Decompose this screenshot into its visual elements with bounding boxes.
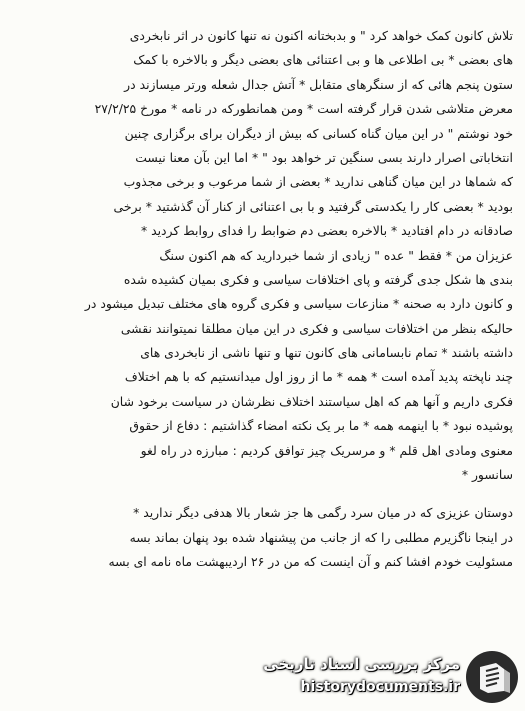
text-line: دوستان عزیزی که در میان سرد رگمی ها جز شعار بالا هدفی دیگر ندارید * <box>133 505 513 521</box>
text-line: سانسور * <box>461 467 513 483</box>
text-line: چند ناپخته پدید آمده است * همه * ما از روز اول میدانستیم که با هم اختلاف <box>124 369 513 385</box>
paragraph-gap <box>8 487 513 501</box>
text-line: عزیزان من * فقط " عده " زیادی از شما خبردارید که هم اکنون سنگ <box>159 247 513 263</box>
text-line: بودید * بعضی کار را یکدستی گرفتید و با بی اعتنائی از کنار آن گذشتید * برخی <box>113 198 513 214</box>
text-line: معرض متلاشی شدن قرار گرفته است * ومن همانطورکه در نامه * مورخ ۲۷/۲/۲۵ <box>94 101 513 117</box>
text-line: معنوی ومادی اهل قلم * و مرسریک چیز توافق کردیم : مبارزه در راه لغو <box>140 442 513 458</box>
text-line: مسئولیت خودم افشا کنم و آن اینست که من در ۲۶ اردیبهشت ماه نامه ای بسه <box>108 554 513 570</box>
text-line: و کانون دارد به صحنه * منازعات سیاسی و فکری گروه های مختلف تبدیل میشود در <box>84 296 513 312</box>
text-line: ستون پنجم هائی که از سنگرهای متقابل * آتش جدال شعله ورتر میسازند در <box>124 76 513 92</box>
archive-url: historydocuments.ir <box>300 679 460 695</box>
text-line: بندی ها شکل جدی گرفته و پای اختلافات سیاسی و فکری بمیان کشیده شده <box>123 271 513 287</box>
document-body <box>8 24 513 575</box>
archive-watermark <box>263 647 518 705</box>
text-line: تلاش کانون کمک خواهد کرد " و بدبختانه اکنون نه تنها کانون در اثر نابخردی <box>129 28 513 43</box>
text-line: خود نوشتم " در این میان گناه کسانی که بیش از دیگران برای برگزاری چنین <box>124 125 513 141</box>
archive-logo-icon <box>466 651 518 703</box>
text-line: پوشیده نبود * با اینهمه همه * ما بر یک نکته امضاء گذاشتیم : دفاع از حقوق <box>129 418 513 434</box>
text-line: های بعضی * بی اطلاعی ها و بی اعتنائی های بعضی دیگر و بالاخره با کمک <box>133 52 513 68</box>
text-line: انتخاباتی اصرار دارند بسی سنگین تر خواهد بود " * اما این بآن معنا نیست <box>135 149 513 165</box>
archive-name: مرکز بررسی اسناد تاریخی <box>263 655 460 673</box>
text-line: حالیکه بنظر من اختلافات سیاسی و فکری در این میان مطلقا نمیتوانند نقشی <box>120 320 513 336</box>
text-line: که شماها در این میان گناهی ندارید * بعضی از شما مرعوب و برخی مجذوب <box>123 174 513 190</box>
text-line: در اینجا ناگزیرم مطلبی را که از جانب من پیشنهاد شده بود پنهان بماند بسه <box>129 529 513 545</box>
text-line: فکری داریم و آنها هم که اهل سیاستند اختلاف نظرشان در سیاست برخود شان <box>110 393 513 409</box>
text-line: صادقانه در دام افتادید * بالاخره بعضی دم ضوابط را فدای روابط کردید * <box>140 223 513 239</box>
text-line: داشته باشند * تمام نابسامانی های کانون تنها و تنها ناشی از نابخردی های <box>140 345 513 361</box>
